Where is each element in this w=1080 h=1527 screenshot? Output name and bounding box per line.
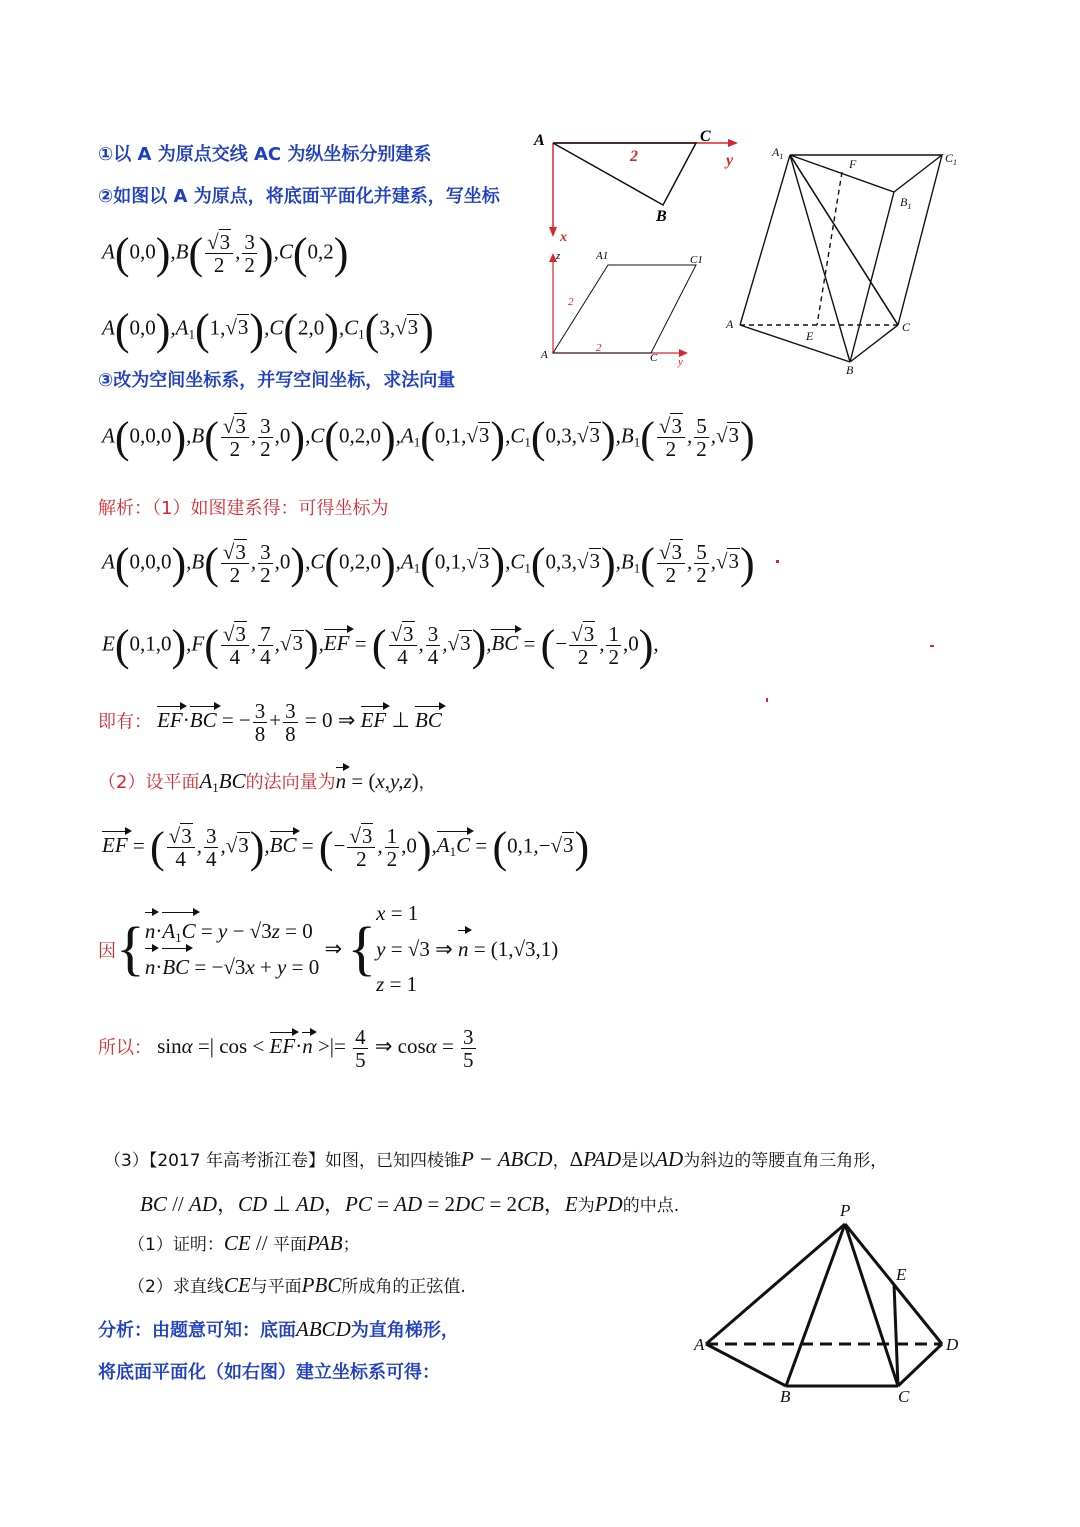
label-pyr-b: B (780, 1387, 791, 1406)
label-prism-f: F (849, 157, 857, 171)
coords-2d-a1c1: $A(0,0),A_1(1,√3),C(2,0),C_1(3,√3)$ (102, 305, 434, 354)
analysis-line-2: ②如图以 A 为原点，将底面平面化并建系，写坐标 (98, 186, 500, 207)
segment-a1b (790, 155, 850, 362)
mark-2 (930, 645, 934, 647)
problem3-q1: （1）证明：CE // 平面PAB； (128, 1231, 360, 1255)
x-axis-arrow (549, 227, 557, 237)
problem3-analysis-1: 分析：由题意可知：底面ABCD为直角梯形， (98, 1317, 459, 1341)
edge-ab-pyr (706, 1344, 786, 1386)
label-prism-a1: $A_1$ (772, 145, 784, 161)
label-pyr-e: E (896, 1265, 907, 1284)
edge-bb1 (850, 192, 894, 362)
label-pyr-p: P (840, 1201, 851, 1220)
label-c1: C1 (690, 254, 703, 266)
parallelogram-shape (553, 265, 696, 353)
label-z: z (556, 250, 561, 262)
edge-aa1 (740, 155, 790, 325)
prism-top-face (790, 155, 942, 192)
solution-sin: 所以： sinα =| cos < EF·n >|= $\frac{4}{5}$ ⇒ cosα = $\frac{3}{5}$ (98, 1025, 474, 1073)
solution-part1: 解析：（1）如图建系得：可得坐标为 (98, 498, 389, 519)
analysis-line-1: ①以 A 为原点交线 AC 为纵坐标分别建系 (98, 144, 432, 165)
label-prism-c1: $C_1$ (945, 151, 958, 167)
label-base-2: 2 (596, 342, 602, 354)
label-prism-b1: $B_1$ (900, 195, 912, 211)
pyramid-figure (690, 1198, 970, 1408)
label-c-2: C (650, 352, 658, 364)
problem3-head: （3）【2017 年高考浙江卷】如图，已知四棱锥P − ABCD，ΔPAD是以AD为斜边的等腰直角三角形， (104, 1147, 888, 1171)
solution-system: 因{$n\cdot A_1C = y - √3z = 0$ n·BC = −√3x + y = 0 ⇒ {x = 1 y = √3 ⇒ n = (1,√3,1) z = 1 (98, 901, 559, 997)
problem3-analysis-2: 将底面平面化（如右图）建立坐标系可得： (98, 1362, 440, 1383)
label-c: C (700, 128, 711, 145)
label-y-2: y (678, 356, 683, 368)
edge-cd-pyr (898, 1344, 942, 1386)
label-a1: A1 (596, 250, 609, 262)
label-b: B (656, 208, 667, 225)
analysis-line-3: ③改为空间坐标系，并写空间坐标，求法向量 (98, 370, 456, 391)
coords-3d: A(0,0,0),B( $\frac{√3}{2}$ , $\frac{3}{2}$ $,0),C(0,2,0),A_1(0,1,√3),C_1(0,3,√3),B_1$( $\frac{√3}{2}$ , $\frac{5}{2}$ ,√3) (102, 413, 755, 462)
edge-bc (850, 325, 898, 362)
edge-cc1 (898, 155, 942, 325)
segment-ef-dashed (817, 172, 842, 325)
parallelogram-figure (538, 245, 703, 370)
label-prism-b: B (846, 363, 854, 377)
label-pyr-d: D (946, 1335, 959, 1354)
label-a: A (534, 132, 545, 149)
problem3-line2: BC // AD，CD ⊥ AD，PC = AD = 2DC = 2CB，E为PD的中点. (140, 1192, 680, 1216)
label-prism-a: A (726, 317, 734, 331)
mark-1 (776, 560, 779, 563)
label-prism-c: C (902, 320, 911, 334)
solution-part2: （2）设平面$A_1BC$的法向量为n = (x,y,z)， (98, 769, 436, 795)
label-x: x (560, 230, 567, 245)
edge-pd (845, 1224, 942, 1344)
triangle-abc (553, 143, 696, 205)
triangle-axes-figure (528, 125, 748, 245)
solution-vectors: EF = ( $\frac{√3}{4}$ , $\frac{3}{4}$ ,√3),BC = (− $\frac{√3}{2}$ , $\frac{1}{2}$ $,0),A_1C = (0,1,-√3)$ (102, 823, 590, 872)
edge-ab (740, 325, 850, 362)
prism-figure (722, 140, 972, 380)
label-len-2: 2 (630, 148, 638, 165)
label-pyr-a: A (694, 1335, 705, 1354)
mark-3 (766, 698, 768, 702)
solution-ef-bc: E(0,1,0),F( $\frac{√3}{4}$ , $\frac{7}{4}$ ,√3),EF = ( $\frac{√3}{4}$ , $\frac{3}{4}$ ,√3),BC = (− $\frac{√3}{2}$ , $\frac{1}{2}$ ,0), (102, 621, 659, 670)
label-side-2: 2 (568, 296, 574, 308)
label-prism-e: E (806, 329, 814, 343)
problem3-q2: （2）求直线CE与平面PBC所成角的正弦值. (128, 1273, 466, 1297)
segment-ce (894, 1284, 898, 1386)
label-a-2: A (541, 349, 548, 361)
solution-perp: 即有： EF·BC = − $\frac{3}{8}$ + $\frac{3}{8}$ = 0 ⇒ EF ⊥ BC (98, 699, 442, 747)
label-pyr-c: C (898, 1387, 910, 1406)
solution-coords-3d: A(0,0,0),B( $\frac{√3}{2}$ , $\frac{3}{2}$ $,0),C(0,2,0),A_1(0,1,√3),C_1(0,3,√3),B_1$( $\frac{√3}{2}$ , $\frac{5}{2}$ ,√3) (102, 539, 755, 588)
edge-pc (845, 1224, 898, 1386)
coords-2d-abc: A(0,0),B( $\frac{√3}{2}$ , $\frac{3}{2}$ ),C(0,2) (102, 229, 349, 278)
label-y: y (726, 152, 734, 169)
